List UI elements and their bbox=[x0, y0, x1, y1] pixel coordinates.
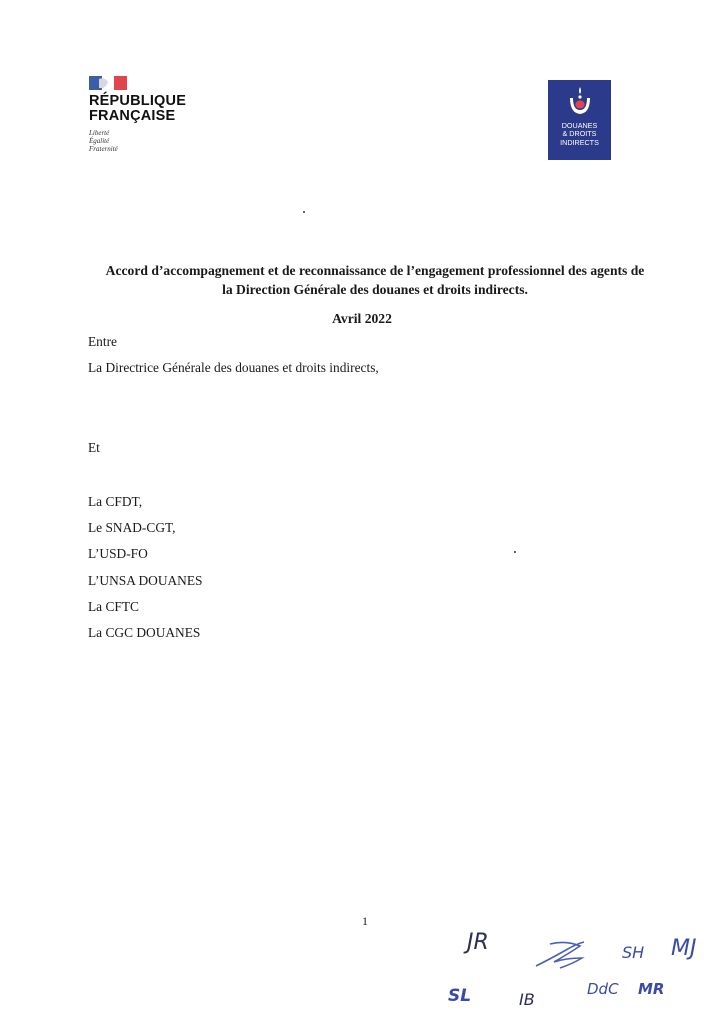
douanes-logo bbox=[548, 80, 611, 160]
page-number: 1 bbox=[362, 914, 368, 928]
motto-egalite: Égalité bbox=[89, 137, 110, 145]
union-unsa-douanes: L’UNSA DOUANES bbox=[88, 573, 203, 588]
first-party: La Directrice Générale des douanes et droits indirects, bbox=[88, 360, 379, 375]
title-line-1: Accord d’accompagnement et de reconnaissance de l’engagement professionnel des agents de bbox=[105, 263, 645, 278]
handwritten-initials: JR bbox=[467, 930, 489, 955]
document-title bbox=[80, 262, 670, 299]
handwritten-initials: IB bbox=[519, 990, 535, 1009]
logo-text-douanes: DOUANES bbox=[561, 121, 598, 130]
union-snad-cgt: Le SNAD-CGT, bbox=[88, 520, 176, 535]
handwritten-initials: MR bbox=[638, 980, 665, 998]
handwritten-initials: MJ bbox=[671, 936, 697, 961]
logo-text-droits: & DROITS bbox=[562, 129, 597, 139]
handwritten-initials: SH bbox=[622, 943, 645, 962]
scan-speck bbox=[514, 551, 516, 553]
and-label: Et bbox=[88, 440, 100, 455]
handwritten-initials: SL bbox=[448, 986, 472, 1006]
republic-name-line1: RÉPUBLIQUE bbox=[89, 93, 187, 109]
union-cfdt: La CFDT, bbox=[88, 494, 143, 509]
signature-scribble-icon bbox=[532, 936, 594, 972]
union-cgc-douanes: La CGC DOUANES bbox=[88, 625, 201, 640]
document-date: Avril 2022 bbox=[332, 311, 392, 326]
logo-text-indirects: INDIRECTS bbox=[560, 137, 599, 147]
between-label: Entre bbox=[88, 334, 117, 349]
scan-speck bbox=[303, 211, 305, 213]
union-usd-fo: L’USD-FO bbox=[88, 546, 148, 561]
republic-name-line2: FRANÇAISE bbox=[89, 108, 176, 124]
republique-francaise-name bbox=[89, 94, 186, 124]
marianne-flag-icon bbox=[89, 76, 127, 90]
union-cftc: La CFTC bbox=[88, 599, 139, 614]
republic-motto bbox=[89, 129, 118, 153]
motto-fraternite: Fraternité bbox=[89, 145, 118, 153]
handwritten-initials: DdC bbox=[587, 980, 619, 998]
douanes-emblem-icon bbox=[567, 86, 593, 116]
motto-liberte: Liberté bbox=[89, 129, 110, 137]
title-line-2: la Direction Générale des douanes et droits indirects. bbox=[222, 281, 528, 297]
